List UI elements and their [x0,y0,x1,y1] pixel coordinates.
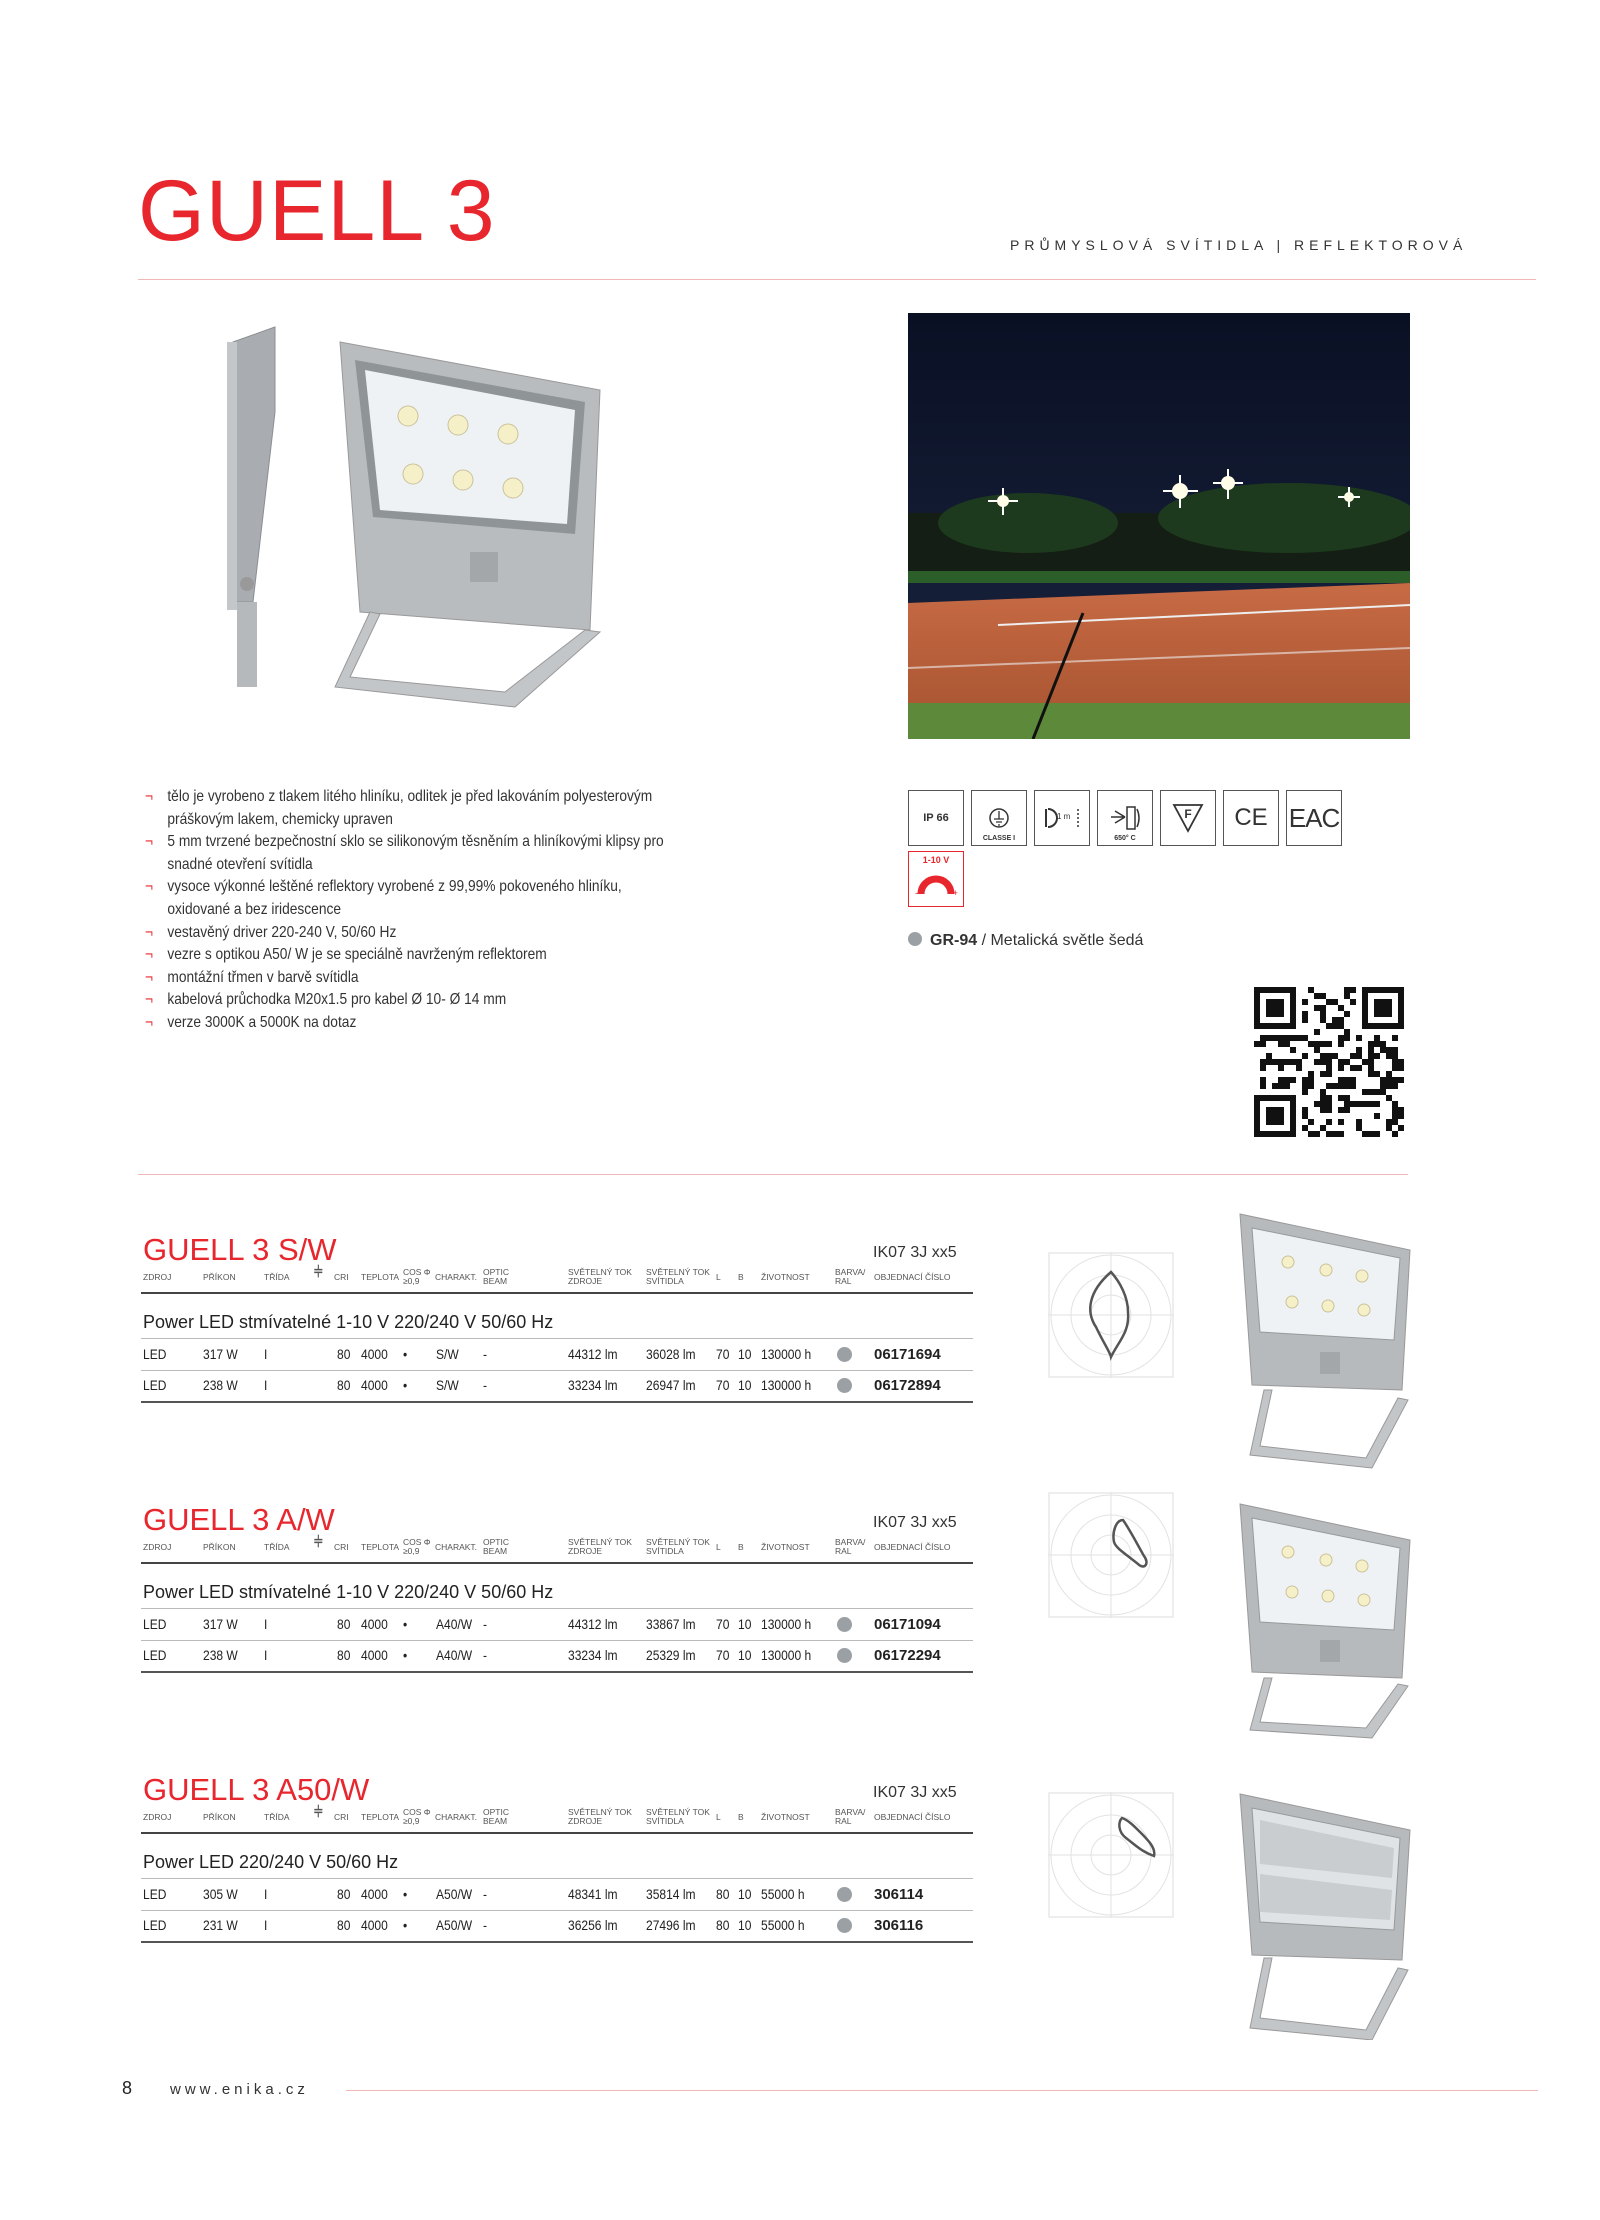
table-cell: A50/W [436,1917,473,1933]
dim-arc-icon [909,864,962,904]
feature-item: ¬ kabelová průchodka M20x1.5 pro kabel Ø 10- Ø 14 mm [145,989,718,1012]
table-cell: 25329 lm [646,1647,696,1663]
col-header: PŘÍKON [203,1542,236,1552]
color-dot [837,1617,852,1632]
product-image-main [215,312,615,712]
header-rule [141,1562,973,1564]
table-cell: • [403,1346,408,1362]
col-header: L [716,1542,721,1552]
table-cell: 70 [716,1616,730,1632]
col-header: BEAM [483,1276,508,1286]
table-cell: 130000 h [761,1346,812,1362]
table-cell: 130000 h [761,1377,812,1393]
col-header: SVĚTELNÝ TOK [646,1537,710,1547]
table-cell: 70 [716,1346,730,1362]
bullet-icon: ¬ [145,833,154,851]
table-cell: 10 [738,1346,752,1362]
table-cell: 4000 [361,1377,388,1393]
col-header: OBJEDNACÍ ČÍSLO [874,1542,951,1552]
color-option: GR-94 / Metalická světle šedá [908,932,1143,950]
table-cell: 4000 [361,1616,388,1632]
col-header: TŘÍDA [264,1812,290,1822]
table-cell: LED [143,1616,167,1632]
row-rule [141,1941,973,1943]
page-number: 8 [122,2078,133,2098]
row-rule [141,1608,973,1609]
col-header: ZDROJE [568,1546,602,1556]
bullet-icon: ¬ [145,923,154,941]
section-subtitle: Power LED 220/240 V 50/60 Hz [143,1852,399,1872]
table-cell: 238 W [203,1647,238,1663]
table-cell: - [483,1346,488,1362]
table-cell: 4000 [361,1886,388,1902]
col-header: ZDROJ [143,1542,172,1552]
row-rule [141,1338,973,1339]
table-cell: A40/W [436,1647,473,1663]
col-header: BARVA/ [835,1807,866,1817]
col-header: L [716,1812,721,1822]
row-rule [141,1878,973,1879]
col-header: SVĚTELNÝ TOK [568,1537,632,1547]
table-cell: LED [143,1346,167,1362]
table-cell: • [403,1377,408,1393]
table-cell: 130000 h [761,1647,812,1663]
col-header: ZDROJE [568,1816,602,1826]
table-cell: 10 [738,1917,752,1933]
order-number[interactable]: 06172294 [874,1647,941,1664]
table-cell: 317 W [203,1346,238,1362]
section-subtitle: Power LED stmívatelné 1-10 V 220/240 V 50/60 Hz [143,1582,554,1602]
ip-class-icon: ⫩ [314,1804,323,1821]
table-cell: 80 [337,1647,351,1663]
table-cell: 80 [716,1917,730,1933]
table-cell: 4000 [361,1346,388,1362]
table-cell: 27496 lm [646,1917,696,1933]
col-header: OBJEDNACÍ ČÍSLO [874,1272,951,1282]
table-cell: - [483,1917,488,1933]
col-header: RAL [835,1816,852,1826]
table-cell: 80 [337,1377,351,1393]
row-rule [141,1401,973,1403]
section-ik-code: IK07 3J xx5 [873,1244,957,1261]
col-header: SVĚTELNÝ TOK [646,1267,710,1277]
bullet-icon: ¬ [145,878,154,896]
table-cell: 33234 lm [568,1647,618,1663]
section-divider [138,1174,1408,1175]
col-header: BARVA/ [835,1537,866,1547]
col-header: ZDROJ [143,1812,172,1822]
header-rule [141,1832,973,1834]
header-divider [138,279,1536,280]
row-rule [141,1671,973,1673]
qr-code[interactable] [1254,987,1404,1137]
col-header: B [738,1542,744,1552]
section-title: GUELL 3 A50/W [143,1772,370,1807]
col-header: BEAM [483,1546,508,1556]
ip-class-icon: ⫩ [314,1534,323,1551]
table-cell: LED [143,1886,167,1902]
feature-item: ¬ vezre s optikou A50/ W je se speciálně navrženým reflektorem [145,944,718,967]
col-header: COS Φ [403,1267,431,1277]
table-cell: 130000 h [761,1616,812,1632]
table-cell: - [483,1377,488,1393]
application-photo [908,313,1410,739]
table-cell: LED [143,1647,167,1663]
table-cell: I [264,1886,268,1902]
col-header: TEPLOTA [361,1272,400,1282]
table-cell: • [403,1647,408,1663]
product-image-sw [1222,1210,1422,1470]
col-header: RAL [835,1546,852,1556]
table-cell: I [264,1377,268,1393]
table-cell: 48341 lm [568,1886,618,1902]
color-dot [837,1347,852,1362]
col-header: L [716,1272,721,1282]
polar-diagram-a50w [1048,1792,1174,1918]
eac-mark-icon: EAC [1286,790,1342,846]
col-header: TŘÍDA [264,1542,290,1552]
feature-list [145,786,705,1035]
table-cell: LED [143,1377,167,1393]
bullet-icon: ¬ [145,946,154,964]
col-header: CRI [334,1812,349,1822]
product-image-aw [1222,1500,1422,1740]
col-header: TŘÍDA [264,1272,290,1282]
website-link[interactable]: www.enika.cz [170,2081,309,2098]
table-cell: • [403,1917,408,1933]
row-rule [141,1910,973,1911]
col-header: ≥0,9 [403,1546,420,1556]
table-cell: LED [143,1917,167,1933]
bullet-icon: ¬ [145,968,154,986]
product-title: GUELL 3 [138,163,496,259]
table-cell: 80 [337,1917,351,1933]
col-header: RAL [835,1276,852,1286]
polar-diagram-aw [1048,1492,1174,1618]
ip-rating-badge: IP 66 [908,790,964,846]
table-cell: S/W [436,1346,459,1362]
table-cell: 80 [337,1886,351,1902]
table-cell: 36028 lm [646,1346,696,1362]
ip-class-icon: ⫩ [314,1264,323,1281]
product-image-a50w [1222,1790,1422,2040]
table-cell: S/W [436,1377,459,1393]
section-ik-code: IK07 3J xx5 [873,1784,957,1801]
col-header: ≥0,9 [403,1276,420,1286]
table-cell: 80 [337,1346,351,1362]
table-cell: • [403,1886,408,1902]
table-cell: - [483,1886,488,1902]
col-header: SVÍTIDLA [646,1546,684,1556]
col-header: PŘÍKON [203,1812,236,1822]
feature-item: oxidované a bez iridescence [167,900,341,918]
table-cell: 44312 lm [568,1616,618,1632]
order-number[interactable]: 06171094 [874,1616,941,1633]
feature-item: ¬ verze 3000K a 5000K na dotaz [145,1012,718,1035]
table-cell: - [483,1616,488,1632]
col-header: OBJEDNACÍ ČÍSLO [874,1812,951,1822]
col-header: TEPLOTA [361,1812,400,1822]
table-cell: I [264,1917,268,1933]
section-subtitle: Power LED stmívatelné 1-10 V 220/240 V 50/60 Hz [143,1312,554,1332]
col-header: OPTIC [483,1537,509,1547]
table-cell: I [264,1647,268,1663]
table-cell: 10 [738,1377,752,1393]
col-header: SVĚTELNÝ TOK [568,1807,632,1817]
col-header: ≥0,9 [403,1816,420,1826]
color-dot [837,1648,852,1663]
col-header: OPTIC [483,1267,509,1277]
table-cell: 33234 lm [568,1377,618,1393]
col-header: ŽIVOTNOST [761,1812,810,1822]
color-dot [837,1887,852,1902]
table-cell: I [264,1346,268,1362]
col-header: SVÍTIDLA [646,1276,684,1286]
section-ik-code: IK07 3J xx5 [873,1514,957,1531]
col-header: CHARAKT. [435,1272,478,1282]
table-cell: 70 [716,1377,730,1393]
table-cell: I [264,1616,268,1632]
col-header: COS Φ [403,1807,431,1817]
table-cell: 33867 lm [646,1616,696,1632]
feature-item: ¬ 5 mm tvrzené bezpečnostní sklo se silikonovým těsněním a hliníkovými klipsy pro [145,831,718,854]
feature-item: ¬ vestavěný driver 220-240 V, 50/60 Hz [145,922,718,945]
table-cell: 80 [716,1886,730,1902]
feature-item: ¬ tělo je vyrobeno z tlakem litého hliníku, odlitek je před lakováním polyesterovým [145,786,718,809]
col-header: B [738,1812,744,1822]
table-cell: • [403,1616,408,1632]
col-header: SVĚTELNÝ TOK [568,1267,632,1277]
table-cell: 305 W [203,1886,238,1902]
col-header: SVĚTELNÝ TOK [646,1807,710,1817]
feature-item: ¬ montážní třmen v barvě svítidla [145,967,718,990]
ground-icon [988,807,1010,829]
col-header: TEPLOTA [361,1542,400,1552]
table-cell: 55000 h [761,1886,805,1902]
table-cell: 55000 h [761,1917,805,1933]
col-header: ZDROJ [143,1272,172,1282]
table-cell: - [483,1647,488,1663]
table-cell: 4000 [361,1647,388,1663]
table-cell: A40/W [436,1616,473,1632]
order-number[interactable]: 306116 [874,1917,924,1934]
row-rule [141,1640,973,1641]
table-cell: 10 [738,1647,752,1663]
section-title: GUELL 3 S/W [143,1232,337,1267]
col-header: CHARAKT. [435,1812,478,1822]
distance-icon: 1 m [1034,790,1090,846]
f-mark-icon: F [1160,790,1216,846]
col-header: ŽIVOTNOST [761,1542,810,1552]
table-cell: 80 [337,1616,351,1632]
col-header: ZDROJE [568,1276,602,1286]
table-cell: 70 [716,1647,730,1663]
table-cell: 44312 lm [568,1346,618,1362]
table-cell: 4000 [361,1917,388,1933]
table-cell: 238 W [203,1377,238,1393]
glow-wire-icon: 650° C [1097,790,1153,846]
feature-item: snadné otevření svítidla [167,855,313,873]
col-header: BEAM [483,1816,508,1826]
table-cell: 35814 lm [646,1886,696,1902]
table-cell: 26947 lm [646,1377,696,1393]
row-rule [141,1370,973,1371]
section-title: GUELL 3 A/W [143,1502,335,1537]
table-cell: A50/W [436,1886,473,1902]
polar-diagram-sw [1048,1252,1174,1378]
feature-item: ¬ vysoce výkonné leštěné reflektory vyrobené z 99,99% pokoveného hliníku, [145,876,718,899]
table-cell: 10 [738,1616,752,1632]
order-number[interactable]: 06172894 [874,1377,941,1394]
col-header: BARVA/ [835,1267,866,1277]
color-dot [837,1918,852,1933]
col-header: CRI [334,1542,349,1552]
ce-mark-icon: CE [1223,790,1279,846]
table-cell: 231 W [203,1917,238,1933]
color-dot [837,1378,852,1393]
col-header: OPTIC [483,1807,509,1817]
table-cell: 10 [738,1886,752,1902]
bullet-icon: ¬ [145,788,154,805]
col-header: CHARAKT. [435,1542,478,1552]
footer-divider [346,2090,1538,2091]
table-cell: 317 W [203,1616,238,1632]
col-header: B [738,1272,744,1282]
col-header: PŘÍKON [203,1272,236,1282]
feature-item: práškovým lakem, chemicky upraven [167,810,393,828]
dimmable-icon: 1-10 V - + [908,851,964,907]
bullet-icon: ¬ [145,1013,154,1031]
table-cell: 36256 lm [568,1917,618,1933]
order-number[interactable]: 06171694 [874,1346,941,1363]
category-label: PRŮMYSLOVÁ SVÍTIDLA | REFLEKTOROVÁ [1010,237,1468,253]
protection-class-icon: CLASSE I [971,790,1027,846]
col-header: CRI [334,1272,349,1282]
col-header: SVÍTIDLA [646,1816,684,1826]
header-rule [141,1292,973,1294]
order-number[interactable]: 306114 [874,1886,924,1903]
color-swatch [908,932,922,946]
col-header: COS Φ [403,1537,431,1547]
bullet-icon: ¬ [145,991,154,1009]
col-header: ŽIVOTNOST [761,1272,810,1282]
